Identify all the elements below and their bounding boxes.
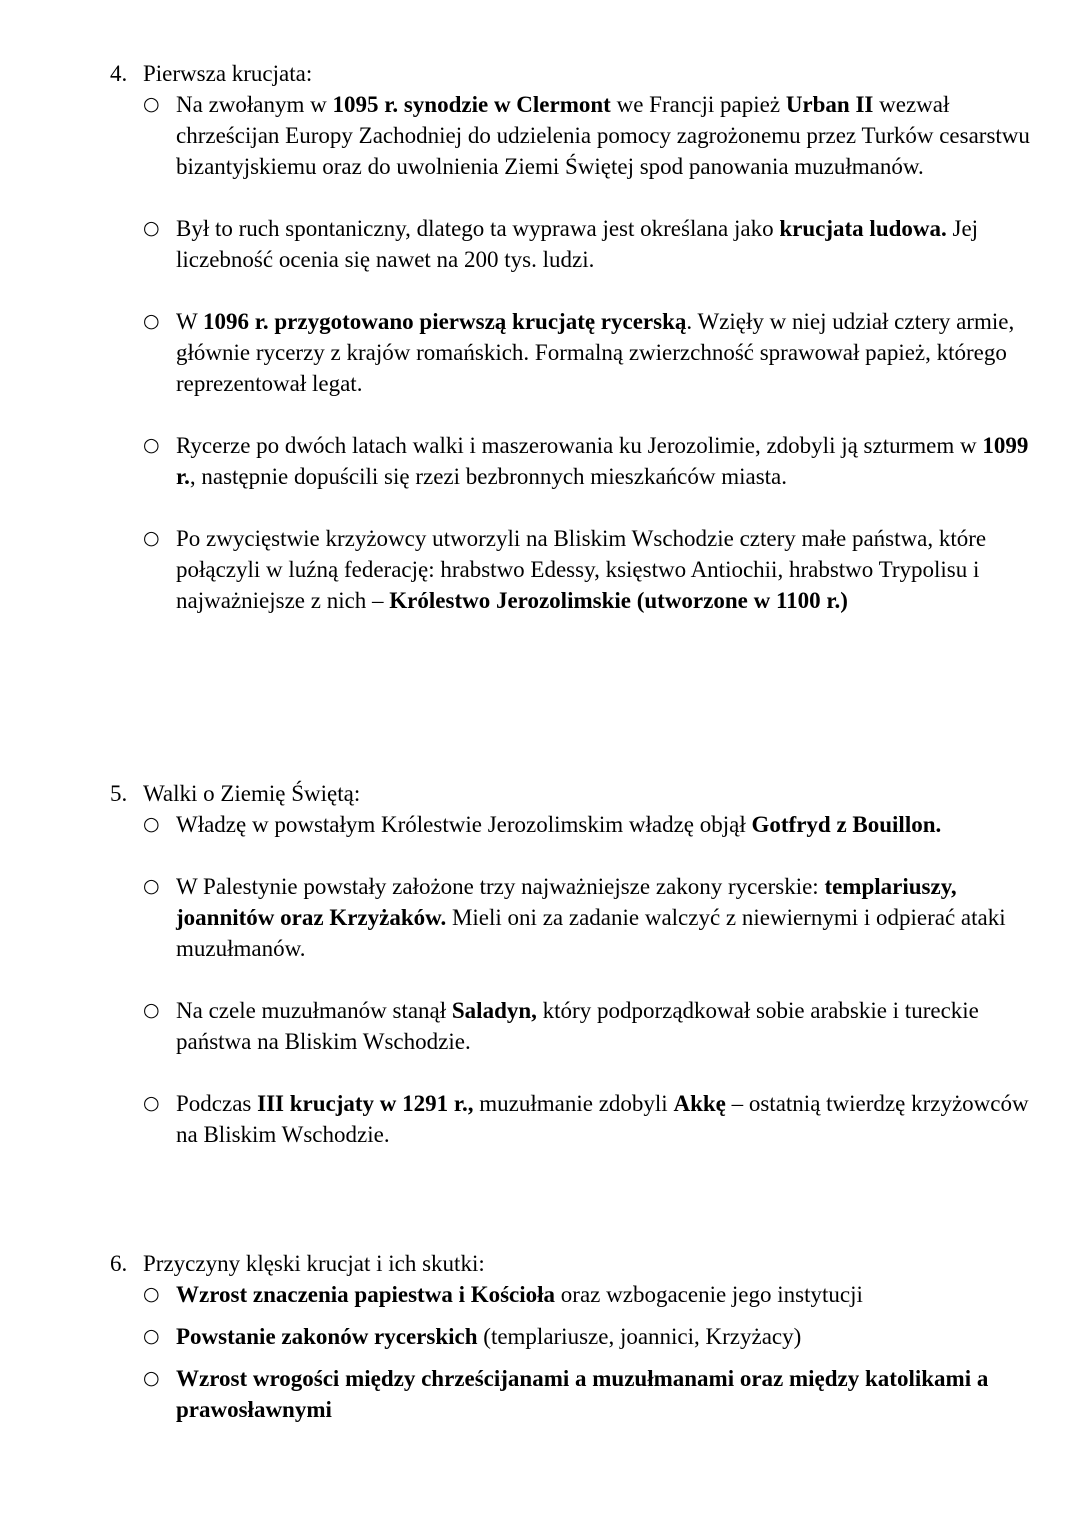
section-heading [110, 58, 1030, 89]
bold-text-run: 1099 r. [176, 433, 1029, 489]
text-run: Po zwycięstwie krzyżowcy utworzyli na Bliskim Wschodzie cztery małe państwa, które połączyli w luźną federację: hrabstwo Edessy, księstwo Antiochii, hrabstwo Trypolisu i najważniejsze z nich – [176, 526, 987, 613]
list-item [110, 306, 1030, 399]
section-number: 5. [110, 781, 128, 806]
list-item-text [176, 306, 1036, 399]
text-run: Podczas [176, 1091, 258, 1116]
list-item-text [176, 995, 1036, 1057]
text-run: Na czele muzułmanów stanął [176, 998, 452, 1023]
bold-text-run: 1096 r. przygotowano pierwszą krucjatę rycerską [203, 309, 687, 334]
bullet-list [110, 809, 1030, 1150]
section-6 [110, 1248, 1030, 1425]
bold-text-run: Wzrost wrogości między chrześcijanami a muzułmanami oraz między katolikami a prawosławnymi [176, 1366, 989, 1422]
list-item [110, 1321, 1030, 1352]
bullet-circle-icon: ○ [143, 1325, 160, 1347]
bold-text-run: Urban II [785, 92, 874, 117]
list-item [110, 995, 1030, 1057]
bullet-circle-icon: ○ [143, 875, 160, 897]
list-item-text [176, 871, 1036, 964]
bold-text-run: Królestwo Jerozolimskie (utworzone w 1100 r.) [389, 588, 848, 613]
bullet-circle-icon: ○ [143, 1283, 160, 1305]
text-run: . Wzięły w niej udział cztery armie, głównie rycerzy z krajów romańskich. Formalną zwierzchność sprawował papież, którego reprezentował legat. [176, 309, 1015, 396]
bold-text-run: Saladyn, [451, 998, 537, 1023]
text-run: który podporządkował sobie arabskie i tureckie państwa na Bliskim Wschodzie. [176, 998, 979, 1054]
bold-text-run: krucjata ludowa. [779, 216, 947, 241]
section-title: Walki o Ziemię Świętą: [143, 781, 361, 806]
text-run: W [176, 309, 204, 334]
list-item [110, 1363, 1030, 1425]
text-run: Rycerze po dwóch latach walki i maszerowania ku Jerozolimie, zdobyli ją szturmem w [176, 433, 983, 458]
bold-text-run: Powstanie zakonów rycerskich [176, 1324, 478, 1349]
list-item [110, 523, 1030, 616]
list-item-text [176, 1088, 1036, 1150]
bold-text-run: III krucjaty w 1291 r., [257, 1091, 474, 1116]
section-heading [110, 778, 1030, 809]
bullet-circle-icon: ○ [143, 1092, 160, 1114]
text-run: Jej liczebność ocenia się nawet na 200 tys. ludzi. [176, 216, 979, 272]
text-run: wezwał chrześcijan Europy Zachodniej do udzielenia pomocy zagrożonemu przez Turków cesarstwu bizantyjskiemu oraz do uwolnienia Ziemi Świętej spod panowania muzułmanów. [176, 92, 1030, 179]
bold-text-run: templariuszy, joannitów oraz Krzyżaków. [176, 874, 957, 930]
section-heading [110, 1248, 1030, 1279]
text-run: (templariusze, joannici, Krzyżacy) [477, 1324, 802, 1349]
bullet-circle-icon: ○ [143, 813, 160, 835]
text-run: Był to ruch spontaniczny, dlatego ta wyprawa jest określana jako [176, 216, 780, 241]
list-item [110, 89, 1030, 182]
bullet-circle-icon: ○ [143, 217, 160, 239]
section-5 [110, 778, 1030, 1150]
bold-text-run: 1095 r. synodzie w Clermont [332, 92, 611, 117]
list-item [110, 213, 1030, 275]
section-number: 6. [110, 1251, 128, 1276]
list-item-text [176, 89, 1036, 182]
text-run: we Francji papież [610, 92, 786, 117]
list-item-text [176, 1363, 1036, 1425]
list-item [110, 1088, 1030, 1150]
section-title: Przyczyny klęski krucjat i ich skutki: [143, 1251, 485, 1276]
list-item [110, 1279, 1030, 1310]
text-run: Władzę w powstałym Królestwie Jerozolimskim władzę objął [176, 812, 752, 837]
list-item [110, 809, 1030, 840]
bullet-circle-icon: ○ [143, 434, 160, 456]
text-run: Mieli oni za zadanie walczyć z niewiernymi i odpierać ataki muzułmanów. [176, 905, 1006, 961]
list-item-text [176, 430, 1036, 492]
list-item-text [176, 1321, 1036, 1352]
text-run: W Palestynie powstały założone trzy najważniejsze zakony rycerskie: [176, 874, 825, 899]
bold-text-run: Gotfryd z Bouillon. [751, 812, 942, 837]
bullet-list [110, 89, 1030, 616]
section-title: Pierwsza krucjata: [143, 61, 313, 86]
bold-text-run: Wzrost znaczenia papiestwa i Kościoła [176, 1282, 556, 1307]
bullet-circle-icon: ○ [143, 527, 160, 549]
text-run: Na zwołanym w [176, 92, 333, 117]
bullet-circle-icon: ○ [143, 310, 160, 332]
list-item-text [176, 1279, 1036, 1310]
list-item [110, 430, 1030, 492]
list-item-text [176, 213, 1036, 275]
list-item-text [176, 809, 1036, 840]
bullet-list [110, 1279, 1030, 1425]
text-run: oraz wzbogacenie jego instytucji [555, 1282, 863, 1307]
section-4 [110, 58, 1030, 616]
bullet-circle-icon: ○ [143, 93, 160, 115]
bullet-circle-icon: ○ [143, 1367, 160, 1389]
text-run: – ostatnią twierdzę krzyżowców na Bliskim Wschodzie. [176, 1091, 1029, 1147]
text-run: , następnie dopuścili się rzezi bezbronnych mieszkańców miasta. [189, 464, 788, 489]
list-item-text [176, 523, 1036, 616]
bullet-circle-icon: ○ [143, 999, 160, 1021]
text-run: muzułmanie zdobyli [473, 1091, 674, 1116]
list-item [110, 871, 1030, 964]
bold-text-run: Akkę [673, 1091, 726, 1116]
section-number: 4. [110, 61, 128, 86]
